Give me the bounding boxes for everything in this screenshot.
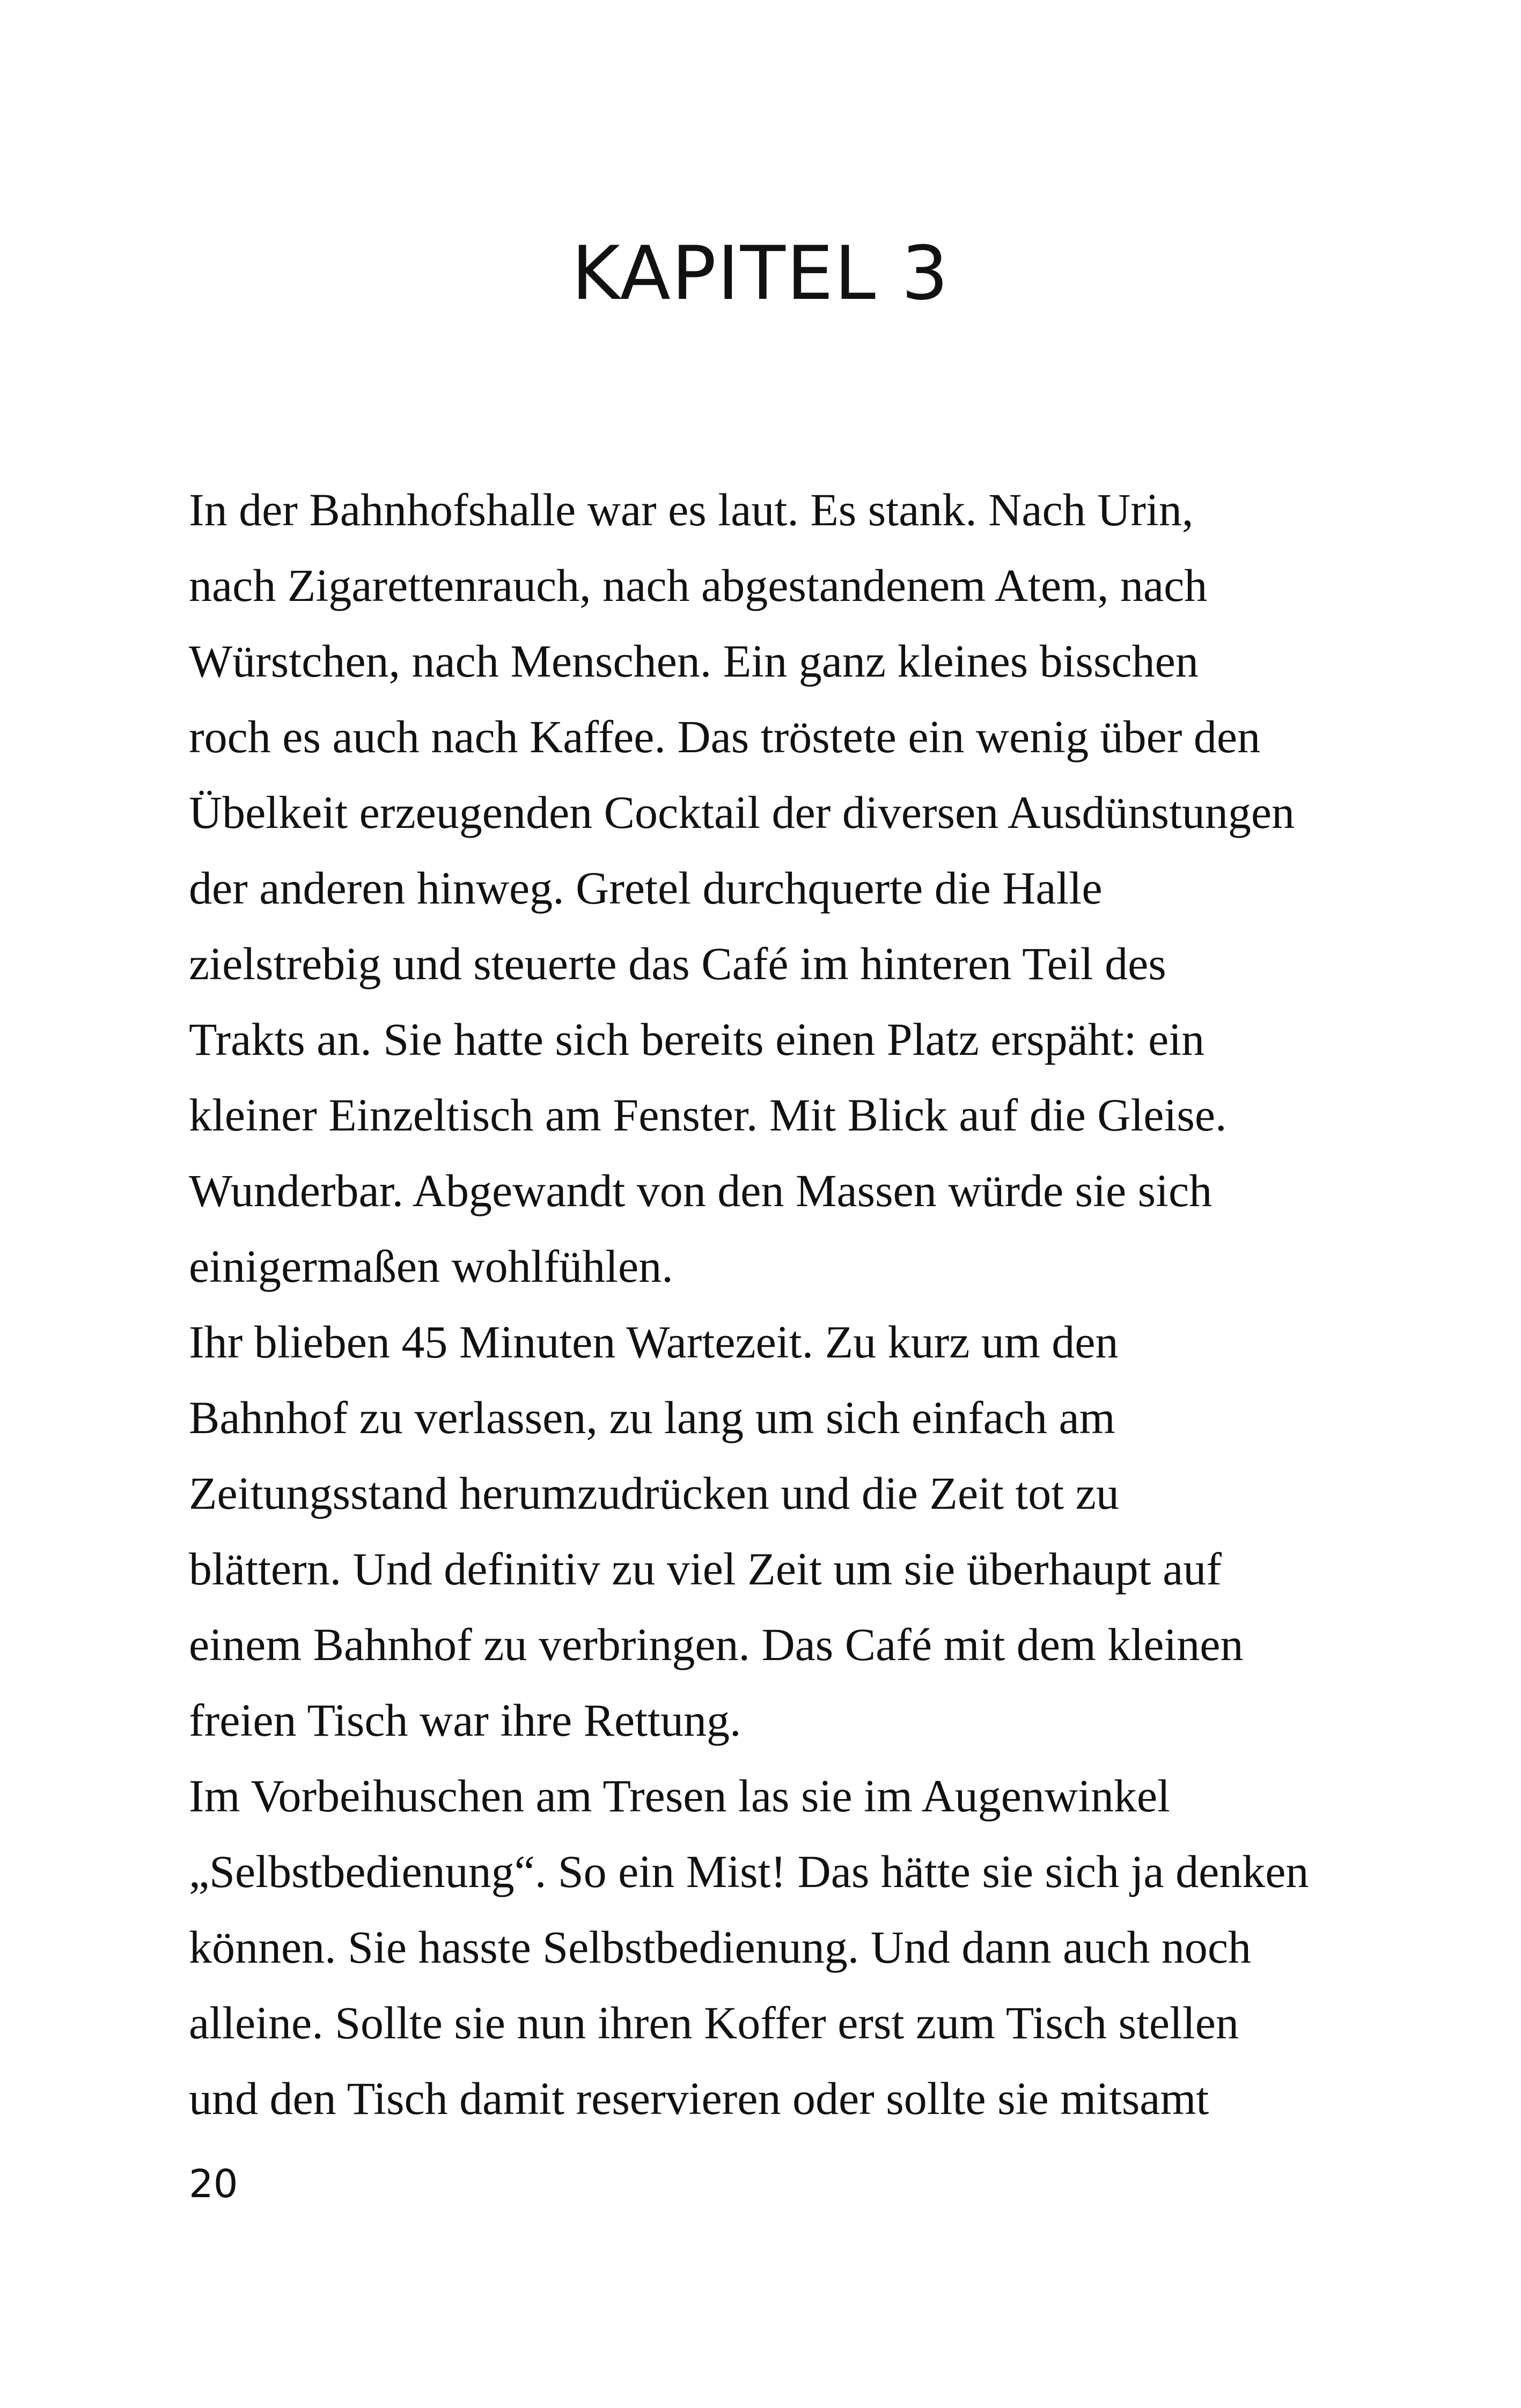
text-line: Im Vorbeihuschen am Tresen las sie im Augenwinkel (189, 1770, 1170, 1822)
text-line: alleine. Sollte sie nun ihren Koffer erst zum Tisch stellen (189, 1997, 1239, 2049)
text-line: In der Bahnhofshalle war es laut. Es stank. Nach Urin, (189, 484, 1194, 535)
text-line: und den Tisch damit reservieren oder sollte sie mitsamt (189, 2073, 1209, 2124)
text-line: Übelkeit erzeugenden Cocktail der diversen Ausdünstungen (189, 787, 1295, 838)
text-line: einigermaßen wohlfühlen. (189, 1240, 673, 1292)
text-line: freien Tisch war ihre Rettung. (189, 1694, 741, 1746)
text-line: der anderen hinweg. Gretel durchquerte die Halle (189, 862, 1103, 914)
text-line: können. Sie hasste Selbstbedienung. Und dann auch noch (189, 1921, 1252, 1973)
text-line: Bahnhof zu verlassen, zu lang um sich einfach am (189, 1392, 1115, 1443)
text-line: kleiner Einzeltisch am Fenster. Mit Blick auf die Gleise. (189, 1089, 1227, 1141)
text-line: einem Bahnhof zu verbringen. Das Café mit dem kleinen (189, 1619, 1244, 1670)
text-line: roch es auch nach Kaffee. Das tröstete ein wenig über den (189, 711, 1261, 762)
text-line: zielstrebig und steuerte das Café im hinteren Teil des (189, 938, 1166, 989)
text-line: Würstchen, nach Menschen. Ein ganz kleines bisschen (189, 635, 1199, 687)
text-line: „Selbstbedienung“. So ein Mist! Das hätte sie sich ja denken (189, 1846, 1309, 1897)
text-line: blättern. Und definitiv zu viel Zeit um sie überhaupt auf (189, 1543, 1222, 1595)
chapter-body-text (189, 472, 1348, 2137)
text-line: Zeitungsstand herumzudrücken und die Zeit tot zu (189, 1467, 1119, 1519)
text-line: Wunderbar. Abgewandt von den Massen würde sie sich (189, 1165, 1213, 1216)
text-line: Trakts an. Sie hatte sich bereits einen Platz erspäht: ein (189, 1014, 1205, 1065)
chapter-title: KAPITEL 3 (571, 230, 950, 317)
text-line: nach Zigarettenrauch, nach abgestandenem Atem, nach (189, 560, 1208, 611)
page-number: 20 (189, 2161, 238, 2206)
text-line: Ihr blieben 45 Minuten Wartezeit. Zu kurz um den (189, 1316, 1119, 1368)
